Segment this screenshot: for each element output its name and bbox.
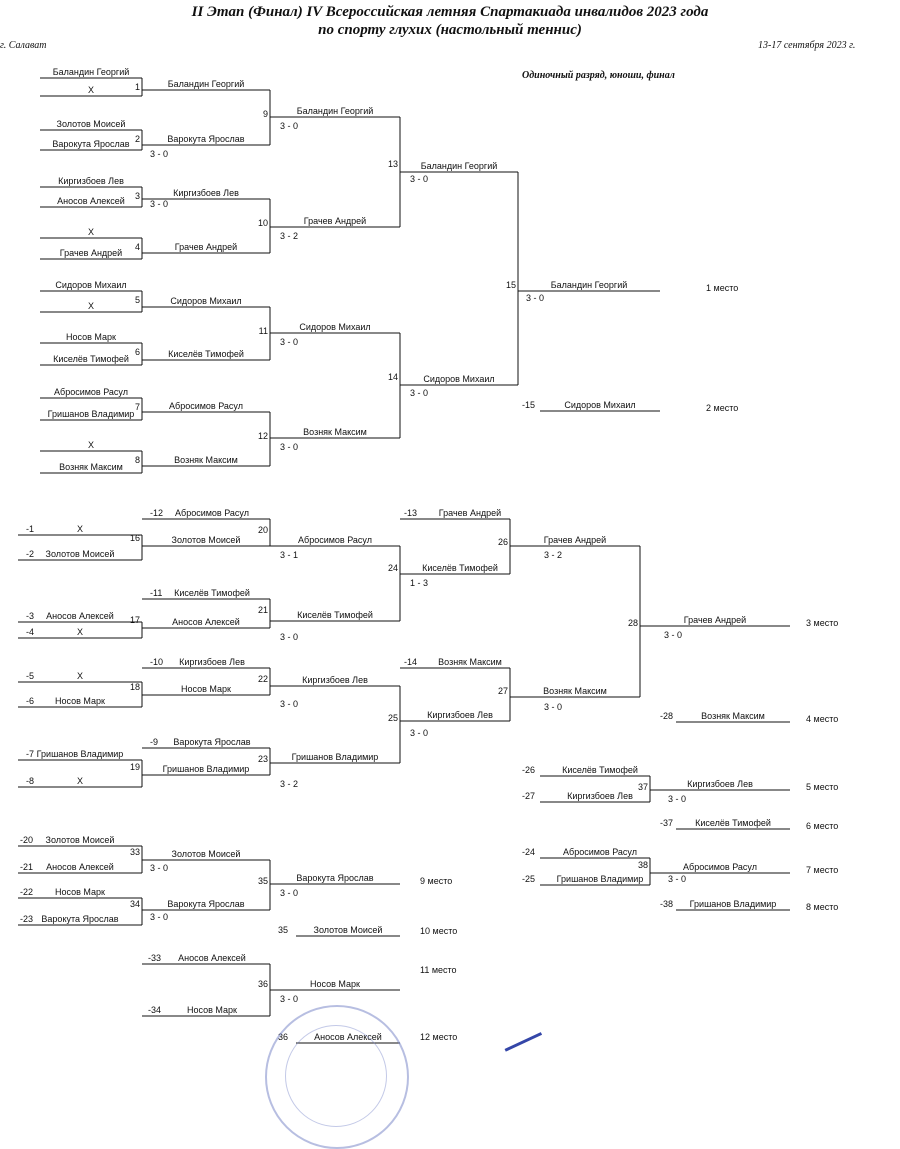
loser-name: Возняк Максим (438, 657, 502, 667)
match-number: 35 (278, 925, 289, 935)
match-number: 11 (258, 326, 268, 336)
match-score: 3 - 0 (668, 794, 687, 804)
match-number: -7 (26, 749, 35, 759)
match-score: 3 - 2 (544, 550, 563, 560)
match-number: -8 (26, 776, 35, 786)
match-number: -14 (404, 657, 418, 667)
place-label: 6 место (806, 821, 839, 831)
entrant-name: Гришанов Владимир (47, 409, 135, 419)
document-title-line-2: по спорту глухих (настольный теннис) (318, 22, 582, 38)
entrant-name: Абросимов Расул (54, 387, 128, 397)
place-label: 3 место (806, 618, 839, 628)
match-number: 21 (257, 605, 268, 615)
match-number: 36 (257, 979, 268, 989)
match-number: 2 (134, 134, 140, 144)
match-number: -13 (404, 508, 418, 518)
loser-name: Киселёв Тимофей (695, 818, 771, 828)
match-number: 3 (134, 191, 140, 201)
match-number: 13 (387, 159, 398, 169)
match-winner: Абросимов Расул (298, 535, 372, 545)
entrant-name: Аносов Алексей (46, 862, 114, 872)
entrant-name: Носов Марк (55, 887, 105, 897)
entrant-name: Х (76, 524, 84, 534)
match-number: -33 (148, 953, 162, 963)
match-winner: Киселёв Тимофей (422, 563, 498, 573)
loser-name: Абросимов Расул (563, 847, 637, 857)
place-label: 1 место (706, 283, 739, 293)
match-number: 15 (505, 280, 516, 290)
match-number: -37 (660, 818, 674, 828)
loser-name: Киселёв Тимофей (562, 765, 638, 775)
match-score: 3 - 0 (410, 728, 429, 738)
match-number: 5 (134, 295, 140, 305)
match-score: 3 - 0 (280, 632, 299, 642)
match-number: 20 (257, 525, 268, 535)
loser-name: Аносов Алексей (178, 953, 246, 963)
loser-name: Гришанов Владимир (556, 874, 644, 884)
loser-name: Грачев Андрей (438, 508, 502, 518)
entrant-name: Аносов Алексей (46, 611, 114, 621)
loser-name: Золотов Моисей (313, 925, 383, 935)
match-number: 28 (627, 618, 638, 628)
entrant-name: Х (76, 776, 84, 786)
match-score: 3 - 0 (668, 874, 687, 884)
match-winner: Киргизбоев Лев (687, 779, 753, 789)
match-number: 33 (129, 847, 140, 857)
city: г. Салават (0, 40, 47, 51)
match-number: 12 (257, 431, 268, 441)
match-winner: Грачев Андрей (683, 615, 747, 625)
match-number: 8 (134, 455, 140, 465)
match-score: 3 - 0 (280, 442, 299, 452)
match-number: -3 (26, 611, 35, 621)
match-number: 6 (134, 347, 140, 357)
match-number: -26 (522, 765, 536, 775)
place-label: 2 место (706, 403, 739, 413)
match-number: -12 (150, 508, 164, 518)
place-label: 11 место (420, 965, 457, 975)
match-number: -15 (522, 400, 536, 410)
match-winner: Носов Марк (310, 979, 360, 989)
place-label: 5 место (806, 782, 839, 792)
match-winner: Сидоров Михаил (423, 374, 495, 384)
match-winner: Киселёв Тимофей (297, 610, 373, 620)
match-winner: Киргизбоев Лев (302, 675, 368, 685)
match-winner: Киргизбоев Лев (427, 710, 493, 720)
match-number: -5 (26, 671, 35, 681)
match-score: 3 - 2 (280, 779, 299, 789)
match-number: -2 (26, 549, 35, 559)
match-number: 14 (387, 372, 398, 382)
entrant-name: Баландин Георгий (52, 67, 130, 77)
match-number: -38 (660, 899, 674, 909)
dates: 13-17 сентября 2023 г. (758, 40, 856, 51)
match-number: -23 (20, 914, 34, 924)
document-title-line-1: II Этап (Финал) IV Всероссийская летняя Спартакиада инвалидов 2023 года (191, 4, 709, 20)
match-number: -11 (150, 588, 163, 598)
match-score: 3 - 0 (150, 912, 169, 922)
match-winner: Баландин Георгий (296, 106, 374, 116)
place-label: 12 место (420, 1032, 458, 1042)
match-score: 3 - 0 (280, 121, 299, 131)
match-number: 37 (637, 782, 648, 792)
entrant-name: Возняк Максим (59, 462, 123, 472)
match-number: 9 (262, 109, 268, 119)
entrant-name: Грачев Андрей (59, 248, 123, 258)
match-number: 7 (134, 402, 140, 412)
entrant-name: Золотов Моисей (45, 549, 115, 559)
entrant-name: Киселёв Тимофей (53, 354, 129, 364)
match-winner: Возняк Максим (303, 427, 367, 437)
match-winner: Гришанов Владимир (162, 764, 250, 774)
match-winner: Абросимов Расул (169, 401, 243, 411)
match-winner: Абросимов Расул (683, 862, 757, 872)
entrant-name: Х (87, 440, 95, 450)
match-number: 1 (134, 82, 140, 92)
match-number: 36 (278, 1032, 289, 1042)
match-winner: Сидоров Михаил (170, 296, 242, 306)
match-score: 3 - 0 (280, 337, 299, 347)
match-number: 16 (129, 533, 140, 543)
match-winner: Грачев Андрей (303, 216, 367, 226)
match-winner: Аносов Алексей (172, 617, 240, 627)
match-score: 3 - 0 (410, 174, 429, 184)
match-winner: Варокута Ярослав (167, 134, 245, 144)
place-label: 9 место (420, 876, 453, 886)
match-number: 35 (257, 876, 268, 886)
entrant-name: Х (87, 85, 95, 95)
match-winner: Варокута Ярослав (296, 873, 374, 883)
match-number: -34 (148, 1005, 162, 1015)
entrant-name: Сидоров Михаил (55, 280, 127, 290)
match-score: 3 - 0 (150, 863, 169, 873)
entrant-name: Золотов Моисей (56, 119, 126, 129)
loser-name: Киселёв Тимофей (174, 588, 250, 598)
entrant-name: Х (87, 301, 95, 311)
seal-stamp-inner (285, 1025, 387, 1127)
match-number: -25 (522, 874, 536, 884)
loser-name: Варокута Ярослав (173, 737, 251, 747)
match-score: 3 - 0 (280, 994, 299, 1004)
match-number: 4 (134, 242, 140, 252)
match-winner: Варокута Ярослав (167, 899, 245, 909)
match-winner: Грачев Андрей (543, 535, 607, 545)
match-winner: Золотов Моисей (171, 849, 241, 859)
match-number: -9 (150, 737, 159, 747)
match-winner: Грачев Андрей (174, 242, 238, 252)
match-winner: Носов Марк (181, 684, 231, 694)
match-score: 3 - 0 (150, 149, 169, 159)
match-winner: Сидоров Михаил (299, 322, 371, 332)
match-number: 26 (497, 537, 508, 547)
match-winner: Баландин Георгий (167, 79, 245, 89)
entrant-name: Варокута Ярослав (41, 914, 119, 924)
match-winner: Возняк Максим (174, 455, 238, 465)
loser-name: Киргизбоев Лев (567, 791, 633, 801)
entrant-name: Аносов Алексей (57, 196, 125, 206)
match-winner: Киселёв Тимофей (168, 349, 244, 359)
entrant-name: Золотов Моисей (45, 835, 115, 845)
entrant-name: Варокута Ярослав (52, 139, 130, 149)
loser-name: Возняк Максим (701, 711, 765, 721)
match-score: 3 - 2 (280, 231, 299, 241)
match-winner: Киргизбоев Лев (173, 188, 239, 198)
match-number: 23 (257, 754, 268, 764)
match-score: 3 - 0 (526, 293, 545, 303)
match-number: 17 (129, 615, 140, 625)
match-number: -20 (20, 835, 34, 845)
match-number: 38 (637, 860, 648, 870)
match-score: 3 - 0 (150, 199, 169, 209)
place-label: 8 место (806, 902, 839, 912)
entrant-name: Х (76, 671, 84, 681)
loser-name: Гришанов Владимир (689, 899, 777, 909)
entrant-name: Киргизбоев Лев (58, 176, 124, 186)
match-winner: Золотов Моисей (171, 535, 241, 545)
match-number: 10 (257, 218, 268, 228)
match-winner: Баландин Георгий (550, 280, 628, 290)
match-number: 24 (387, 563, 398, 573)
match-number: 22 (257, 674, 268, 684)
match-number: -6 (26, 696, 35, 706)
place-label: 7 место (806, 865, 839, 875)
match-score: 3 - 0 (664, 630, 683, 640)
match-number: -21 (20, 862, 34, 872)
entrant-name: Носов Марк (66, 332, 116, 342)
place-label: 10 место (420, 926, 458, 936)
place-label: 4 место (806, 714, 839, 724)
match-number: -4 (26, 627, 35, 637)
match-number: -10 (150, 657, 164, 667)
match-number: -28 (660, 711, 674, 721)
loser-name: Сидоров Михаил (564, 400, 636, 410)
match-winner: Возняк Максим (543, 686, 607, 696)
match-number: 34 (129, 899, 140, 909)
match-score: 3 - 0 (280, 888, 299, 898)
match-score: 3 - 0 (544, 702, 563, 712)
entrant-name: Носов Марк (55, 696, 105, 706)
match-number: -24 (522, 847, 536, 857)
match-winner: Гришанов Владимир (291, 752, 379, 762)
match-number: 18 (129, 682, 140, 692)
match-number: 19 (129, 762, 140, 772)
loser-name: Носов Марк (187, 1005, 237, 1015)
match-winner: Баландин Георгий (420, 161, 498, 171)
match-number: 27 (497, 686, 508, 696)
match-score: 3 - 0 (280, 699, 299, 709)
match-number: -22 (20, 887, 34, 897)
entrant-name: Гришанов Владимир (36, 749, 124, 759)
loser-name: Аносов Алексей (314, 1032, 382, 1042)
match-score: 3 - 0 (410, 388, 429, 398)
loser-name: Киргизбоев Лев (179, 657, 245, 667)
entrant-name: Х (76, 627, 84, 637)
event-name: Одиночный разряд, юноши, финал (522, 70, 675, 81)
match-score: 3 - 1 (280, 550, 299, 560)
entrant-name: Х (87, 227, 95, 237)
match-number: -1 (26, 524, 35, 534)
loser-name: Абросимов Расул (175, 508, 249, 518)
match-number: 25 (387, 713, 398, 723)
match-score: 1 - 3 (410, 578, 429, 588)
match-number: -27 (522, 791, 536, 801)
